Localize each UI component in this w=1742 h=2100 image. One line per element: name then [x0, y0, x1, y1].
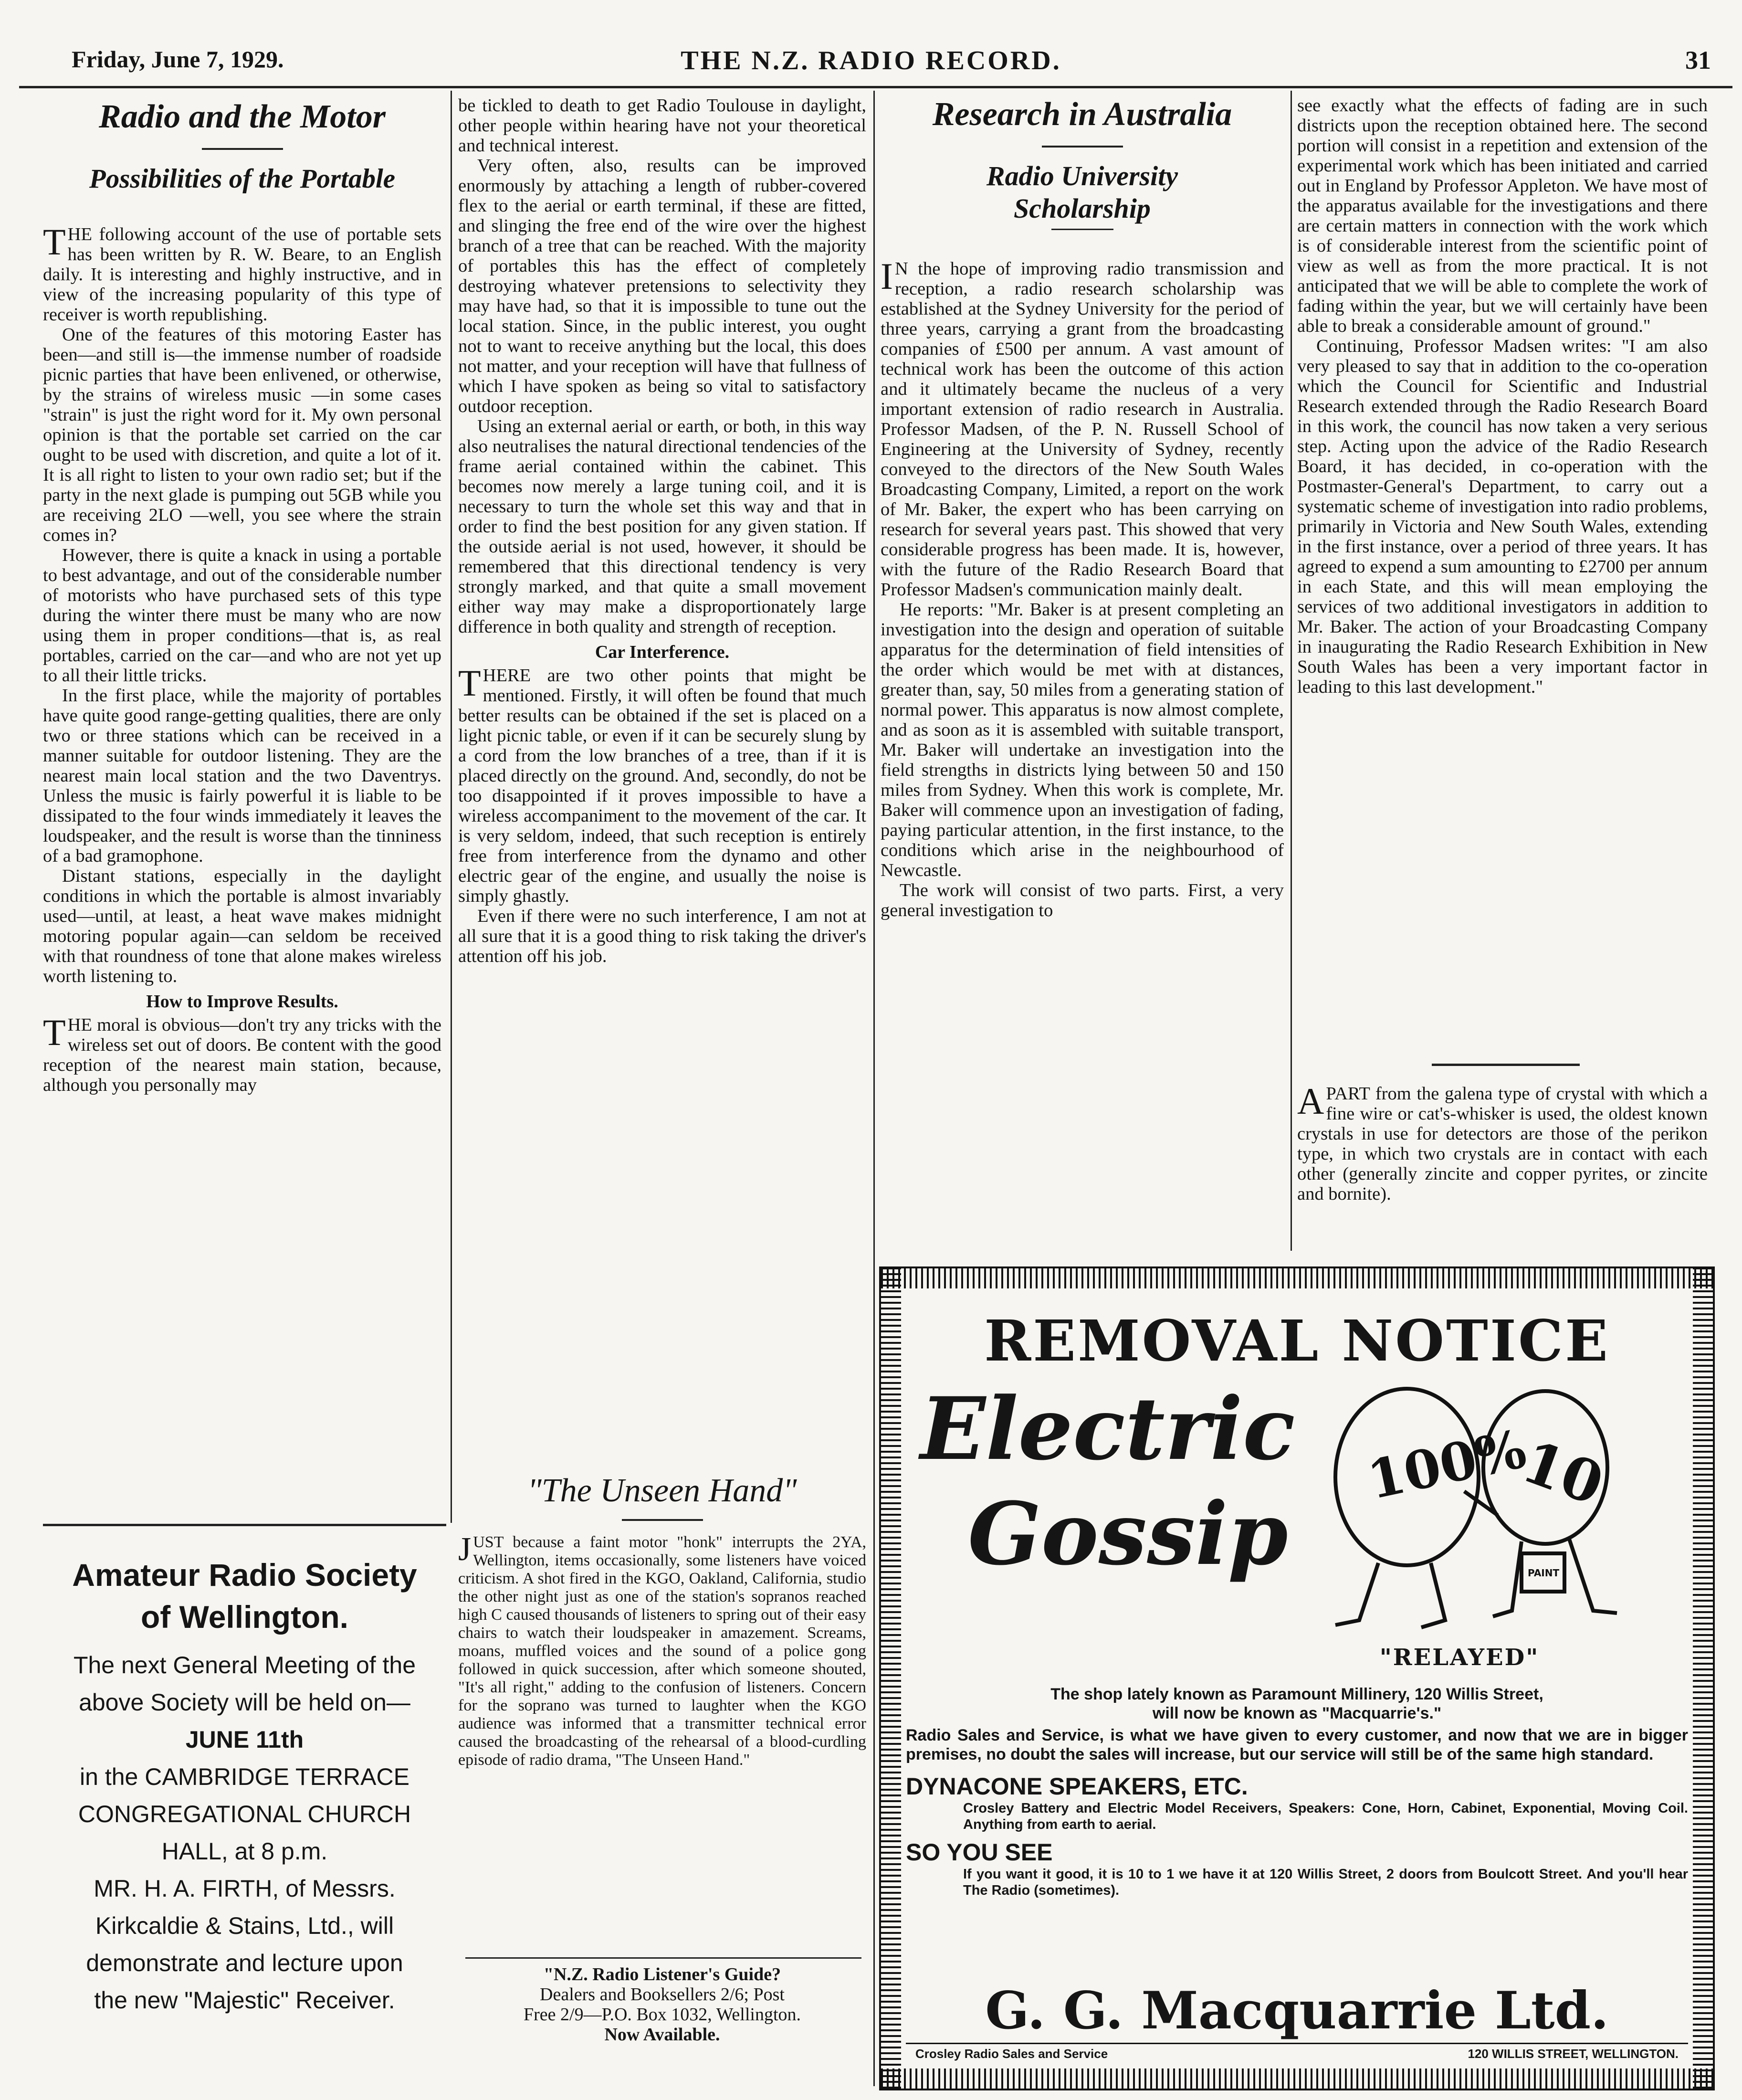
- column-rule: [873, 91, 875, 2086]
- ad-text: demonstrate and lecture upon: [86, 1950, 403, 1976]
- article-title: Research in Australia: [932, 96, 1232, 133]
- bulb-leg: [1421, 1563, 1445, 1627]
- section-heading: Car Interference.: [595, 642, 730, 662]
- ad-text: in the CAMBRIDGE TERRACE: [80, 1763, 409, 1790]
- guide-text: Dealers and Booksellers 2/6; Post: [540, 1984, 785, 2005]
- ad-headline: REMOVAL NOTICE: [984, 1308, 1610, 1374]
- issue-date: Friday, June 7, 1929.: [72, 46, 284, 73]
- ad-text: MR. H. A. FIRTH, of Messrs.: [94, 1875, 396, 1902]
- listeners-guide-notice: [458, 1964, 866, 2050]
- light-bulbs-illustration: [1307, 1372, 1669, 1639]
- amateur-radio-society-ad: [43, 1554, 446, 2089]
- ad-text: Radio Sales and Service, is what we have given to every customer, and now that we are in bigger premises, no doubt the sales will increase, but our service will still be of the same high standard.: [906, 1726, 1688, 1763]
- column-rule: [1291, 91, 1292, 1251]
- section-heading: How to Improve Results.: [146, 992, 338, 1012]
- ad-title-line: Electric: [920, 1379, 1295, 1479]
- article-title: "The Unseen Hand": [527, 1472, 797, 1509]
- title-rule: [1051, 229, 1113, 230]
- ad-rule: [465, 1957, 861, 1959]
- ad-text: Crosley Battery and Electric Model Receivers, Speakers: Cone, Horn, Cabinet, Exponential, Moving Coil. Anything from earth to aerial.: [963, 1801, 1688, 1832]
- ad-text: The next General Meeting of the: [73, 1652, 416, 1678]
- paragraph: Distant stations, especially in the daylight conditions in which the portable is almost invariably used—until, at least, a heat wave makes midnight motoring popular again—can seldom be received with that roundness of tone that alone makes wireless worth listening to.: [43, 866, 441, 986]
- header-rule: [19, 86, 1732, 88]
- paragraph: see exactly what the effects of fading are in such districts upon the reception obtained here. The second portion will consist in a repetition and extension of the experimental work which has been initiated and carried out in England by Professor Appleton. We have most of the apparatus available for the investigations and there are certain matters in connection with the work which is of considerable interest from the scientific point of view as well as from the more practical. It is not anticipated that we will be able to complete the work of fading within the year, but we will certainly have been able to break a considerable amount of ground.": [1297, 95, 1708, 336]
- paragraph: In the first place, while the majority of portables have quite good range-getting qualities, there are only two or three stations which can be received in a manner suitable for outdoor listening. They are the nearest main local station and the two Daventrys. Unless the music is fairly powerful it is liable to be dissipated to the four winds immediately it leaves the loudspeaker, and the result is worse than the tinniness of a bad gramophone.: [43, 686, 441, 866]
- paragraph: THE moral is obvious—don't try any tricks with the wireless set out of doors. Be content with the good reception of the nearest main station, because, although you personally may: [43, 1012, 441, 1095]
- ad-text: If you want it good, it is 10 to 1 we have it at 120 Willis Street, 2 doors from Boulcott Street. And you'll hear The Radio (sometimes).: [963, 1867, 1688, 1898]
- ad-title-line: Gossip: [968, 1484, 1288, 1584]
- bulb-leg: [1569, 1539, 1617, 1613]
- paragraph: APART from the galena type of crystal with which a fine wire or cat's-whisker is used, the oldest known crystals in use for detectors are those of the perikon type, in which two crystals are in contact with each other (generally zincite and copper pyrites, or zincite and bornite).: [1297, 1084, 1708, 1204]
- ad-subheading: DYNACONE SPEAKERS, ETC.: [906, 1773, 1248, 1800]
- ad-text: the new "Majestic" Receiver.: [94, 1987, 395, 2014]
- article-subtitle: Radio University: [986, 160, 1178, 191]
- article-subtitle: Possibilities of the Portable: [89, 164, 396, 194]
- column-rule: [451, 91, 452, 1523]
- bulb-leg: [1335, 1563, 1378, 1625]
- paragraph: JUST because a faint motor "honk" interrupts the 2YA, Wellington, items occasionally, some listeners have voiced criticism. A shot fired in the KGO, Oakland, California, studio the other night just as one of the station's sopranos reached high C caused thousands of listeners to spring out of their easy chairs to watch their loudspeaker in amazement. Screams, moans, muffled voices and the sound of a police gong followed in quick succession, after which someone shouted, "It's all right," adding to the confusion of listeners. Concern for the soprano was turned to laughter when the KGO audience was informed that a transmitter technical error caused the broadcasting of the rehearsal of a blood-curdling episode of radio drama, "The Unseen Hand.": [458, 1531, 866, 1769]
- paragraph: be tickled to death to get Radio Toulouse in daylight, other people within hearing have not your theoretical and technical interest.: [458, 95, 866, 156]
- research-australia-article: [881, 93, 1284, 1263]
- paragraph: Continuing, Professor Madsen writes: "I am also very pleased to say that in addition to the co-operation which the Council for Scientific and Industrial Research extended through the Radio Research Board in this work, the council has now taken a very serious step. Acting upon the advice of the Radio Research Board, it has decided, in co-operation with the Postmaster-General's Department, to carry out a systematic scheme of investigation into radio problems, primarily in Victoria and New South Wales, extending in the first instance, over a period of three years. It has agreed to expend a sum amounting to £2700 per annum in each State, and this will mean employing the services of two additional investigators in addition to Mr. Baker. The action of your Broadcasting Company in inaugurating the Radio Research Exhibition in New South Wales has been a very important factor in leading to this last development.": [1297, 336, 1708, 697]
- article-title: Radio and the Motor: [99, 98, 386, 135]
- ad-text: above Society will be held on—: [79, 1689, 410, 1716]
- ad-subheading: SO YOU SEE: [906, 1839, 1053, 1866]
- ad-text: HALL, at 8 p.m.: [161, 1838, 328, 1865]
- title-rule: [1042, 146, 1123, 148]
- radio-motor-continued: [458, 95, 866, 1470]
- paragraph: Even if there were no such interference, I am not at all sure that it is a good thing to risk taking the driver's attention off his job.: [458, 906, 866, 966]
- ad-footer-left: Crosley Radio Sales and Service: [915, 2047, 1108, 2061]
- title-rule: [622, 1519, 703, 1521]
- guide-text: Now Available.: [604, 2025, 720, 2045]
- radio-motor-article: [43, 95, 441, 1509]
- paragraph: THE following account of the use of portable sets has been written by R. W. Beare, to an English daily. It is interesting and highly instructive, and in view of the increasing popularity of this type of receiver is worth republishing.: [43, 221, 441, 325]
- title-rule: [202, 148, 283, 150]
- bulb-label: 10: [1514, 1427, 1612, 1519]
- ad-footer-right: 120 WILLIS STREET, WELLINGTON.: [1468, 2047, 1679, 2061]
- bulb-label: 100%: [1362, 1417, 1532, 1511]
- ad-border: [1693, 1268, 1713, 2089]
- unseen-hand-article: [458, 1470, 866, 1957]
- ad-rule: [43, 1524, 446, 1526]
- research-australia-continued: [1297, 95, 1708, 1045]
- paragraph: Using an external aerial or earth, or both, in this way also neutralises the natural directional tendencies of the frame aerial contained within the cabinet. This becomes now merely a large tuning coil, and it is necessary to turn the whole set this way and that in order to find the best position for any given station. If the outside aerial is not used, however, it should be remembered that this directional tendency is very strongly marked, and that quite a small movement either way may make a disproportionately large difference in both quality and strength of reception.: [458, 416, 866, 637]
- page-number: 31: [1685, 46, 1711, 74]
- paint-label: PAINT: [1528, 1567, 1560, 1579]
- meeting-date: JUNE 11th: [185, 1726, 304, 1753]
- removal-notice-ad: [879, 1266, 1715, 2090]
- paragraph: I N the hope of improving radio transmission and reception, a radio research scholarship was established at the Sydney University for the period of three years, carrying a grant from the broadcasting companies of £500 per annum. A vast amount of technical work has been the outcome of this action and it ultimately became the nucleus of a very important extension of radio research in Australia. Professor Madsen, of the P. N. Russell School of Engineering at the University of Sydney, recently conveyed to the directors of the New South Wales Broadcasting Company, Limited, a report on the work of Mr. Baker, the expert who has been carrying on research for several years past. This showed that very considerable progress has been made. It is, however, with the future of the Radio Research Board that Professor Madsen's communication mainly dealt.: [881, 255, 1284, 600]
- paragraph: The work will consist of two parts. First, a very general investigation to: [881, 880, 1284, 920]
- bulb-leg: [1493, 1541, 1522, 1616]
- article-subtitle-2: Scholarship: [1014, 193, 1151, 224]
- ad-border: [881, 1268, 1713, 1288]
- ad-border: [881, 1268, 901, 2089]
- paragraph: Very often, also, results can be improved enormously by attaching a length of rubber-covered flex to the aerial or earth terminal, if these are fitted, and slinging the free end of the wire over the highest branch of a tree that can be reached. With the majority of portables this has the effect of completely destroying whatever pretensions to selectivity they may have had, so that it is impossible to tune out the local station. Since, in the public interest, you ought not to want to receive anything but the local, this does not matter, and your reception will have that fullness of which I have spoken as being so vital to satisfactory outdoor reception.: [458, 156, 866, 416]
- company-name: G. G. Macquarrie Ltd.: [985, 1981, 1609, 2041]
- guide-text: Free 2/9—P.O. Box 1032, Wellington.: [523, 2005, 801, 2025]
- ad-text: will now be known as "Macquarrie's.": [1152, 1704, 1442, 1722]
- ad-rule: [906, 2043, 1688, 2044]
- society-name: Amateur Radio Society: [72, 1557, 417, 1593]
- paragraph: However, there is quite a knack in using a portable to best advantage, and out of the considerable number of motorists who have purchased sets of this type during the winter there must be many who are now using them in proper conditions—that is, as real portables, carried on the car—and who are not yet up to all their little tricks.: [43, 545, 441, 686]
- section-rule: [1432, 1064, 1580, 1066]
- relayed-caption: "RELAYED": [1379, 1644, 1540, 1671]
- ad-border: [881, 2068, 1713, 2089]
- crystal-detector-note: [1297, 1084, 1708, 1265]
- society-name-2: of Wellington.: [140, 1599, 349, 1635]
- guide-title: "N.Z. Radio Listener's Guide?: [543, 1964, 781, 1984]
- paragraph: He reports: "Mr. Baker is at present completing an investigation into the design and operation of suitable apparatus for the determination of field intensities of the order which would be met with at distances, greater than, say, 50 miles from a generating station of normal power. This apparatus is now almost complete, and as soon as it is assembled with suitable transport, Mr. Baker will undertake an investigation into the field strengths in districts lying between 50 and 150 miles from Sydney. When this work is complete, Mr. Baker will commence upon an investigation of fading, paying particular attention, in the first instance, to the conditions which arise in the neighbourhood of Newcastle.: [881, 600, 1284, 880]
- masthead: THE N.Z. RADIO RECORD.: [681, 46, 1061, 75]
- paragraph: THERE are two other points that might be mentioned. Firstly, it will often be found that much better results can be obtained if the set is placed on a light picnic table, or even if it can be securely slung by a cord from the low branches of a tree, than if it is placed directly on the ground. And, secondly, do not be too disappointed if it proves impossible to have a wireless accompaniment to the movement of the car. It is very seldom, indeed, that such reception is entirely free from interference from the dynamo and other electric gear of the engine, and usually the noise is simply ghastly.: [458, 662, 866, 906]
- ad-text: Kirkcaldie & Stains, Ltd., will: [95, 1912, 394, 1939]
- ad-text: The shop lately known as Paramount Millinery, 120 Willis Street,: [1050, 1685, 1543, 1703]
- paragraph: One of the features of this motoring Easter has been—and still is—the immense number of roadside picnic parties that have been enlivened, or otherwise, by the strains of wireless music —in some cases "strain" is just the right word for it. My own personal opinion is that the portable set carried on the car ought to be used with discretion, and quite a lot of it. It is all right to listen to your own radio set; but if the party in the next glade is pumping out 5GB while you are receiving 2LO —well, you see where the strain comes in?: [43, 325, 441, 545]
- ad-text: CONGREGATIONAL CHURCH: [78, 1801, 411, 1827]
